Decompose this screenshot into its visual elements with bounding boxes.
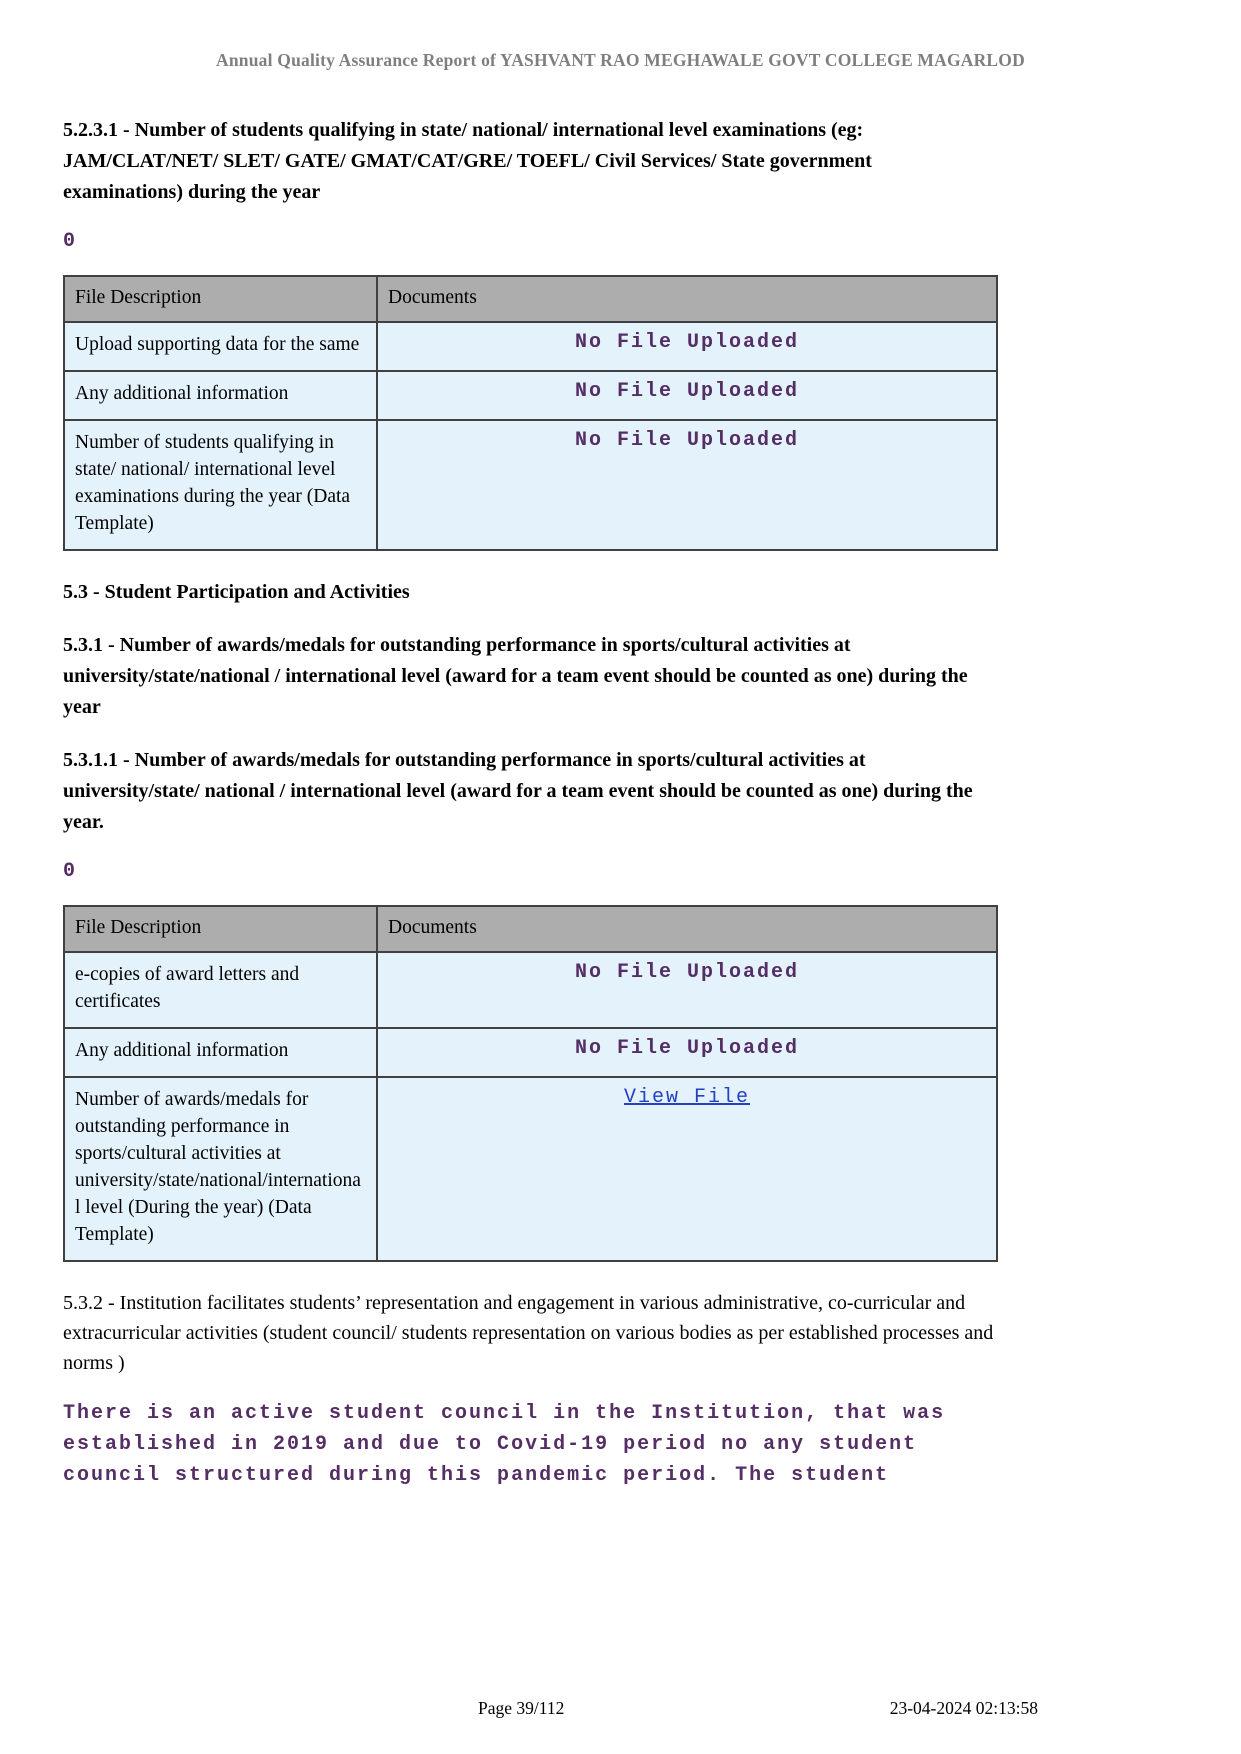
table-row [64, 371, 997, 420]
file-description-cell: e-copies of award letters and certificates [64, 952, 377, 1028]
table-row [64, 1028, 997, 1077]
file-description-cell: Any additional information [64, 1028, 377, 1077]
document-link-cell [377, 1077, 997, 1261]
table-row [64, 952, 997, 1028]
table-row [64, 1077, 997, 1261]
section-heading-5-3-1-1: 5.3.1.1 - Number of awards/medals for outstanding performance in sports/cultural activities at university/state/ national / international level (award for a team event should be counted as one) during the year. [63, 749, 973, 833]
file-documents-table-2 [63, 905, 998, 1262]
section-paragraph-5-3-2: 5.3.2 - Institution facilitates students’ representation and engagement in various administrative, co-curricular and extracurricular activities (student council/ students representation on various bodies as per established processes and norms ) [63, 1292, 994, 1374]
file-description-cell: Upload supporting data for the same [64, 322, 377, 371]
table-row [64, 420, 997, 550]
section-heading-5-3: 5.3 - Student Participation and Activities [63, 581, 410, 603]
column-header-file-description: File Description [64, 276, 377, 322]
file-documents-table-1 [63, 275, 998, 551]
section-heading-5-3-1: 5.3.1 - Number of awards/medals for outstanding performance in sports/cultural activities at university/state/national / international level (award for a team event should be counted as one) during the year [63, 634, 968, 718]
metric-value-5-3-1-1: 0 [63, 860, 76, 883]
document-status-cell: No File Uploaded [377, 1028, 997, 1077]
report-header-title: Annual Quality Assurance Report of YASHVANT RAO MEGHAWALE GOVT COLLEGE MAGARLOD [216, 50, 1025, 70]
table-header-row [64, 276, 997, 322]
table-header-row [64, 906, 997, 952]
column-header-file-description: File Description [64, 906, 377, 952]
timestamp: 23-04-2024 02:13:58 [889, 1698, 1038, 1718]
metric-value-5-2-3-1: 0 [63, 230, 76, 253]
view-file-link[interactable]: View File [623, 1086, 751, 1109]
file-description-cell: Number of students qualifying in state/ national/ international level examinations during the year (Data Template) [64, 420, 377, 550]
document-status-cell: No File Uploaded [377, 322, 997, 371]
document-status-cell: No File Uploaded [377, 952, 997, 1028]
answer-text: There is an active student council in the Institution, that was established in 2019 and due to Covid-19 period no any student council structured during this pandemic period. The student [63, 1402, 946, 1487]
section-heading-5-2-3-1: 5.2.3.1 - Number of students qualifying in state/ national/ international level examinations (eg: JAM/CLAT/NET/ SLET/ GATE/ GMAT/CAT/GRE/ TOEFL/ Civil Services/ State government examinations) during the year [63, 119, 872, 203]
file-description-cell: Number of awards/medals for outstanding performance in sports/cultural activities at university/state/national/international level (During the year) (Data Template) [64, 1077, 377, 1261]
file-description-cell: Any additional information [64, 371, 377, 420]
page-number: Page 39/112 [478, 1698, 565, 1718]
column-header-documents: Documents [377, 276, 997, 322]
table-row [64, 322, 997, 371]
document-status-cell: No File Uploaded [377, 420, 997, 550]
document-status-cell: No File Uploaded [377, 371, 997, 420]
column-header-documents: Documents [377, 906, 997, 952]
